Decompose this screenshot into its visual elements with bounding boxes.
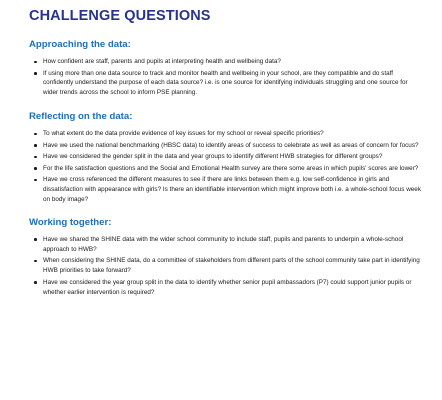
list-item-text: To what extent do the data provide evidence of key issues for my school or reveal specific priorities? (43, 130, 324, 138)
list-item (43, 152, 424, 162)
list-item-text: Have we shared the SHINE data with the wider school community to include staff, pupils and parents to underpin a whole-school approach to HWB? (43, 235, 404, 253)
list-item (43, 235, 424, 255)
list-item (43, 129, 424, 139)
bullet-icon (34, 281, 37, 284)
list-item-text: When considering the SHINE data, do a committee of stakeholders from different parts of the school community take part in identifying HWB priorities to take forward? (43, 257, 420, 275)
list-item-text: Have we considered the gender split in the data and year groups to identify different HWB strategies for different groups? (43, 153, 383, 161)
section-approaching (29, 39, 424, 98)
bullet-icon (34, 156, 37, 159)
list-item (43, 175, 424, 205)
list-item (43, 57, 424, 67)
bullet-icon (34, 260, 37, 263)
list-item-text: For the life satisfaction questions and the Social and Emotional Health survey are there some areas in which pupils' scores are lower? (43, 164, 419, 172)
list-item (43, 141, 424, 151)
page-title: CHALLENGE QUESTIONS (29, 8, 211, 24)
bullet-icon (34, 167, 37, 170)
bullet-icon (34, 72, 37, 75)
section-working-together (29, 217, 424, 298)
list-item (43, 278, 424, 298)
bullet-icon (34, 144, 37, 147)
list-item-text: If using more than one data source to track and monitor health and wellbeing in your school, are they compatible and do staff confidently understand the purpose of each data source? i.e. is one source for identifying individuals struggling and one source for wider trends across the school to inform PSE planning. (43, 69, 408, 97)
bullet-icon (34, 133, 37, 136)
section-heading: Approaching the data: (29, 39, 131, 50)
bullet-list (29, 57, 424, 98)
bullet-list (29, 235, 424, 298)
bullet-icon (34, 179, 37, 182)
list-item-text: Have we used the national benchmarking (HBSC data) to identify areas of success to celebrate as well as areas of concern for focus? (43, 141, 419, 149)
list-item (43, 164, 424, 174)
list-item-text: Have we considered the year group split in the data to identify whether senior pupil ambassadors (P7) could support junior pupils or whether earlier intervention is required? (43, 278, 412, 296)
section-heading: Working together: (29, 216, 112, 228)
list-item (43, 69, 424, 99)
list-item-text: How confident are staff, parents and pupils at interpreting health and wellbeing data? (43, 58, 281, 65)
section-heading: Reflecting on the data: (29, 111, 133, 123)
list-item (43, 256, 424, 276)
section-reflecting (29, 111, 424, 205)
bullet-list (29, 129, 424, 205)
bullet-icon (34, 61, 37, 64)
list-item-text: Have we cross referenced the different measures to see if there are links between them e.g. low self-confidence in girls and dissatisfaction with appearance with girls? Is there an identifiable intervention which might improve both i.e. a whole-school focus week on body image? (43, 176, 422, 204)
bullet-icon (34, 238, 37, 241)
